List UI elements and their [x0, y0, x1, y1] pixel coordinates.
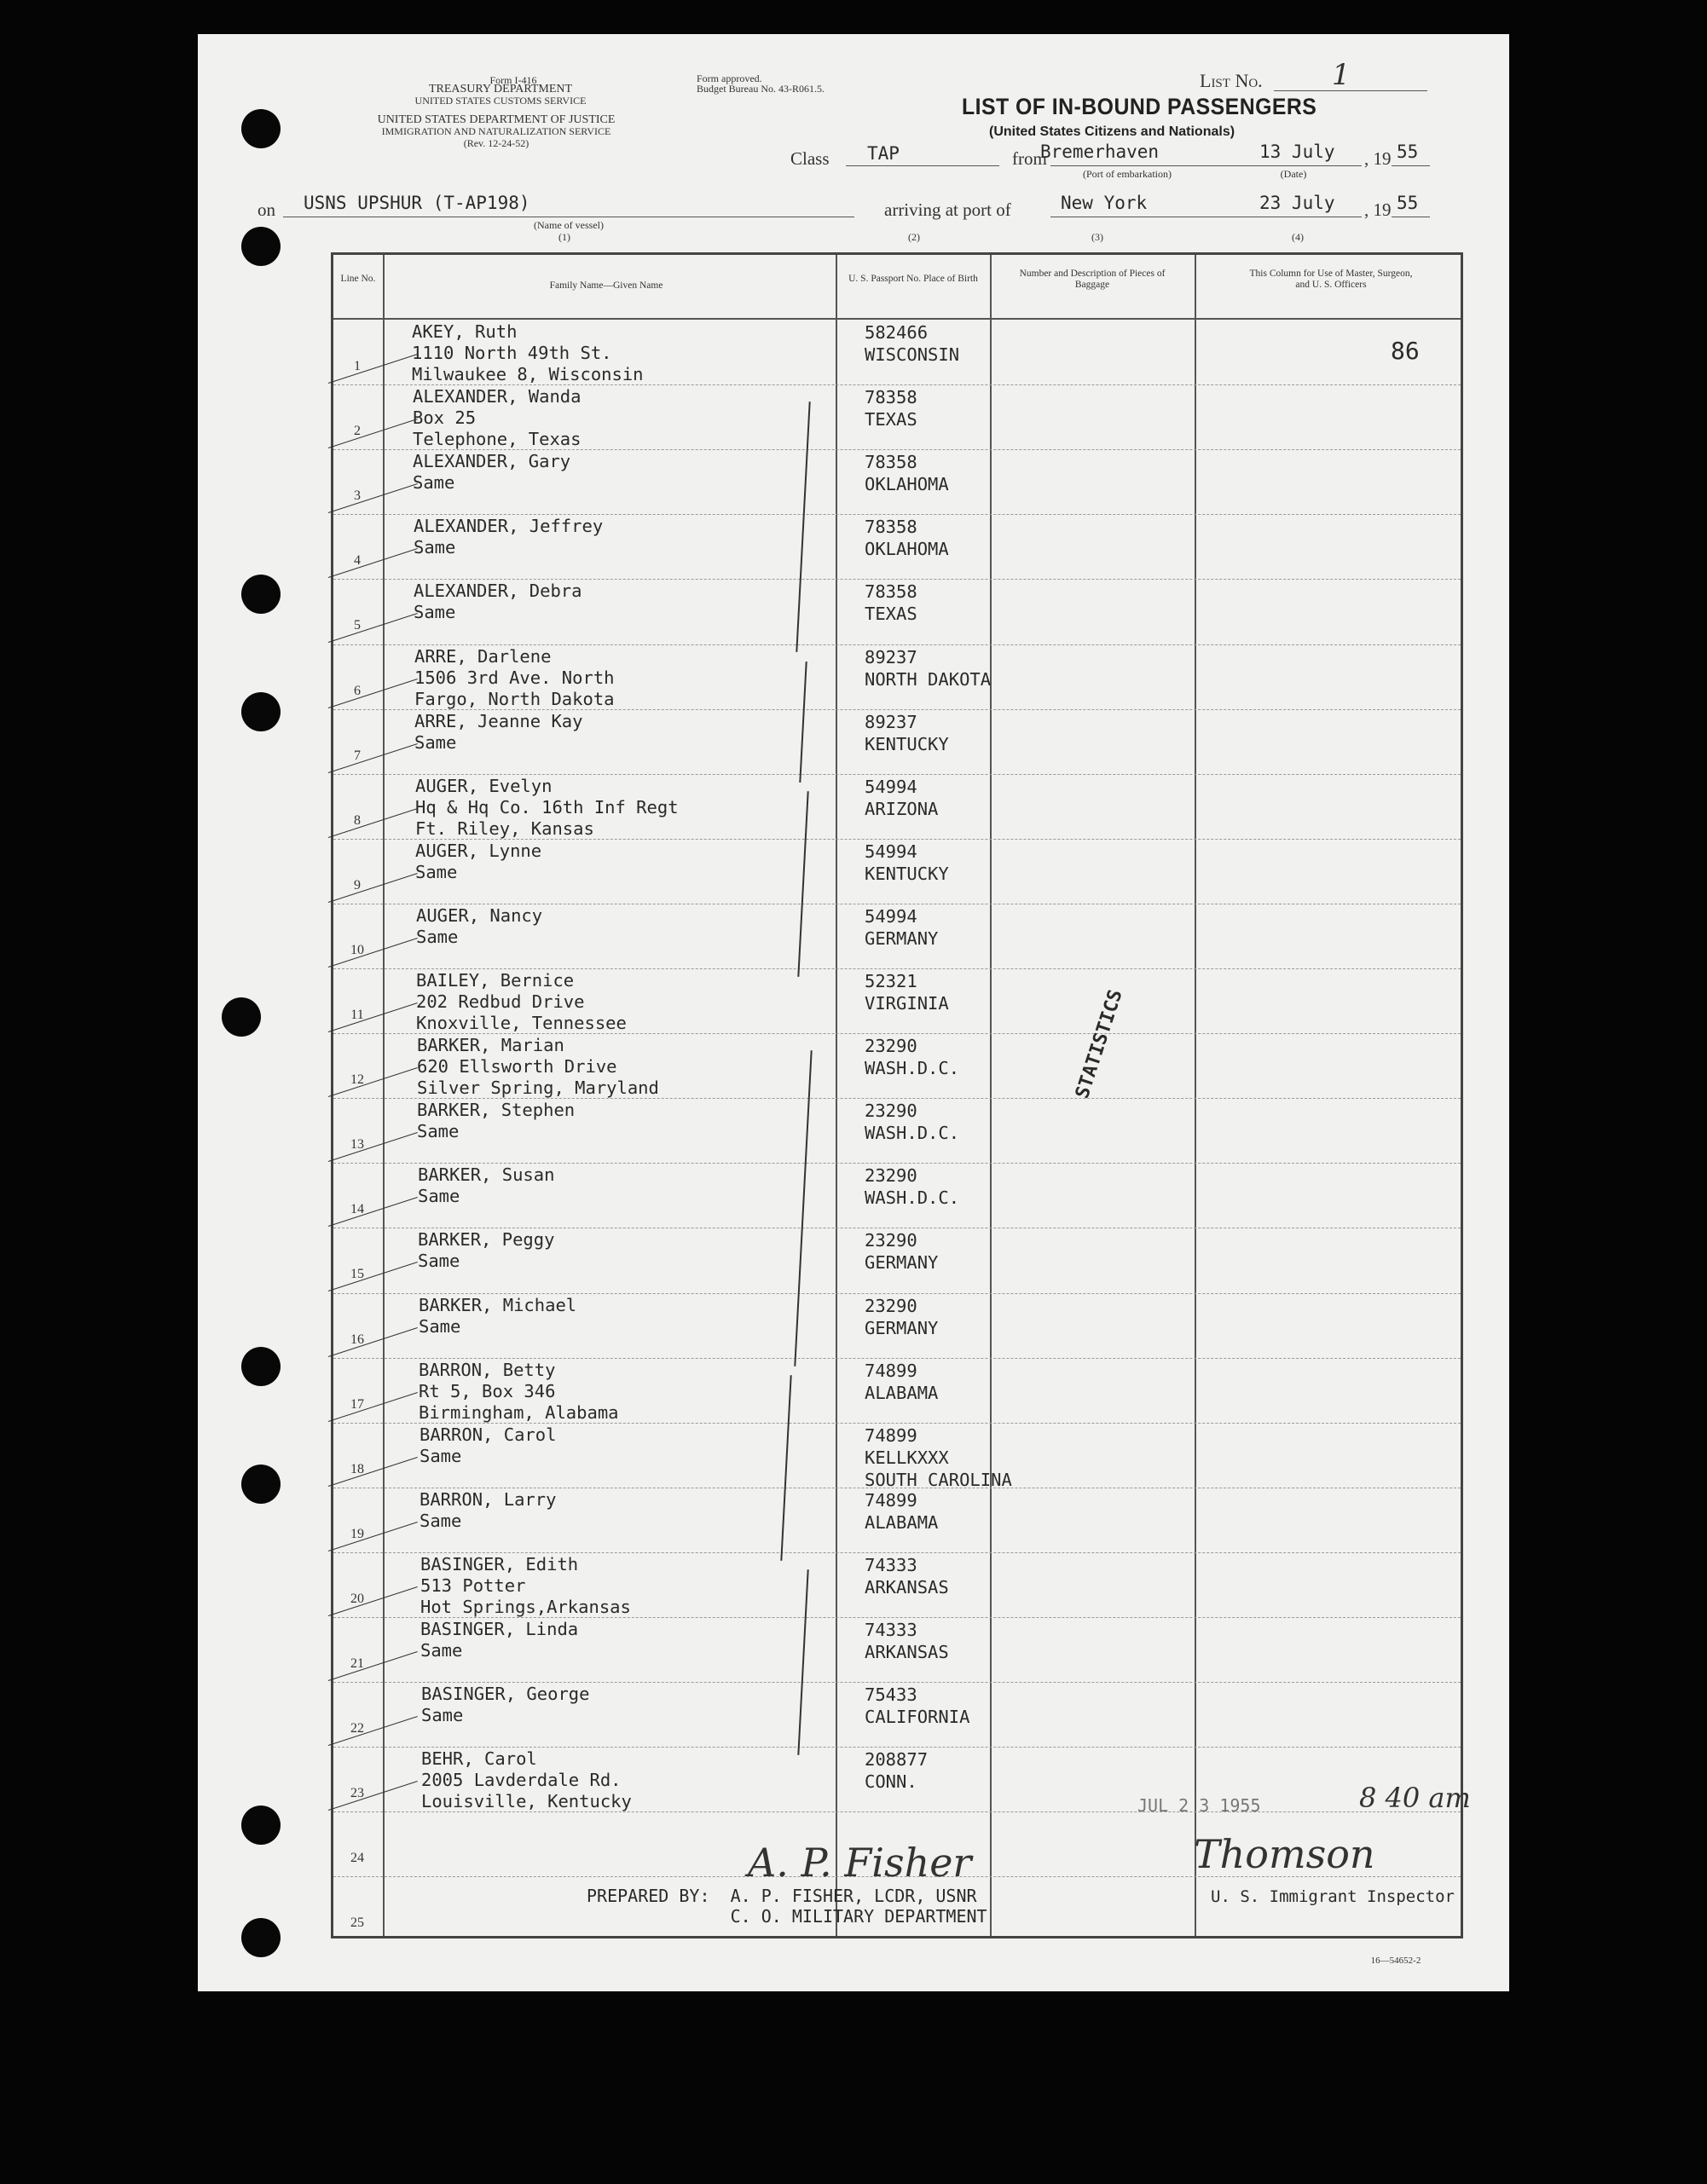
row-divider: [333, 1163, 1461, 1164]
line-number: 17: [350, 1396, 364, 1412]
vessel-caption-num: (1): [558, 231, 570, 243]
line-number: 15: [350, 1267, 364, 1282]
line-number: 6: [354, 683, 361, 698]
passport-birthplace: 75433 CALIFORNIA: [865, 1684, 970, 1728]
statistics-stamp: STATISTICS: [1072, 987, 1127, 1101]
received-time: 8 40 am: [1359, 1782, 1471, 1814]
list-no-value: 1: [1332, 58, 1351, 92]
line-number: 10: [350, 942, 364, 957]
row-divider: [333, 774, 1461, 775]
passport-birthplace: 89237 NORTH DAKOTA: [865, 646, 992, 690]
row-divider: [333, 579, 1461, 580]
passport-birthplace: 74333 ARKANSAS: [865, 1554, 949, 1598]
line-number: 21: [350, 1656, 364, 1671]
passenger-name: BARRON, Betty Rt 5, Box 346 Birmingham, Alabama: [419, 1359, 619, 1423]
budget-bureau: Budget Bureau No. 43-R061.5.: [697, 83, 825, 95]
passenger-name: ALEXANDER, Jeffrey Same: [414, 516, 604, 558]
binder-hole: [241, 1347, 281, 1386]
vessel-name: USNS UPSHUR (T-AP198): [304, 193, 530, 213]
form-title: LIST OF IN-BOUND PASSENGERS: [962, 94, 1317, 119]
passport-birthplace: 89237 KENTUCKY: [865, 711, 949, 754]
line-number: 9: [354, 877, 361, 893]
preparer-signature: A. P. Fisher: [748, 1840, 972, 1886]
line-number: 22: [350, 1721, 364, 1736]
passport-birthplace: 78358 TEXAS: [865, 581, 917, 625]
binder-hole: [241, 109, 281, 148]
embarkation-year: 55: [1397, 142, 1419, 162]
arrival-port: New York: [1061, 193, 1148, 213]
binder-hole: [222, 997, 261, 1037]
date-caption: (Date): [1280, 168, 1307, 180]
family-bracket: [780, 1375, 791, 1561]
family-bracket: [797, 791, 808, 977]
treasury-dept: TREASURY DEPARTMENT: [428, 83, 573, 95]
ins-service: IMMIGRATION AND NATURALIZATION SERVICE: [381, 125, 611, 137]
line-number: 13: [350, 1137, 364, 1153]
passport-birthplace: 54994 KENTUCKY: [865, 841, 949, 884]
line-number: 7: [354, 748, 361, 763]
row-divider: [333, 968, 1461, 969]
line-number: 20: [350, 1591, 364, 1606]
header-rule: [333, 318, 1461, 320]
passenger-name: BAILEY, Bernice 202 Redbud Drive Knoxville, Tennessee: [416, 970, 627, 1033]
arrival-year-prefix: , 19: [1364, 199, 1392, 220]
line-number: 2: [354, 424, 361, 439]
caption-2: (2): [908, 231, 920, 243]
row-divider: [333, 1358, 1461, 1359]
passenger-name: BARKER, Marian 620 Ellsworth Drive Silver Spring, Maryland: [417, 1035, 659, 1099]
arrival-date: 23 July: [1259, 193, 1335, 213]
col-header-passport: U. S. Passport No. Place of Birth: [848, 274, 978, 284]
justice-dept: UNITED STATES DEPARTMENT OF JUSTICE: [377, 113, 616, 126]
row-divider: [333, 1682, 1461, 1683]
list-no-label: List No.: [1200, 70, 1263, 91]
passport-birthplace: 54994 ARIZONA: [865, 776, 939, 819]
passenger-name: BARRON, Carol Same: [420, 1424, 557, 1466]
passport-birthplace: 78358 OKLAHOMA: [865, 452, 949, 495]
passport-birthplace: 78358 OKLAHOMA: [865, 517, 949, 560]
binder-hole: [241, 575, 281, 614]
passenger-table: [331, 252, 1463, 1938]
form-subtitle: (United States Citizens and Nationals): [989, 124, 1235, 139]
caption-3: (3): [1091, 231, 1103, 243]
family-bracket: [796, 402, 810, 652]
passenger-name: AUGER, Lynne Same: [415, 840, 542, 882]
family-bracket: [797, 1569, 808, 1755]
embarkation-port: Bremerhaven: [1040, 142, 1160, 162]
passport-birthplace: 74899 ALABAMA: [865, 1489, 939, 1533]
on-label: on: [257, 199, 275, 220]
passenger-name: BASINGER, Linda Same: [420, 1619, 579, 1661]
arriving-label: arriving at port of: [884, 199, 1011, 220]
passenger-name: BARKER, Peggy Same: [418, 1229, 555, 1272]
prepared-by: PREPARED BY: A. P. FISHER, LCDR, USNR C. O. MILITARY DEPARTMENT: [587, 1886, 987, 1927]
manifest-sheet: [198, 34, 1509, 1991]
class-underline: [846, 165, 999, 166]
col-divider: [990, 255, 992, 1936]
row-divider: [333, 514, 1461, 515]
passport-birthplace: 23290 WASH.D.C.: [865, 1165, 960, 1209]
vessel-caption: (Name of vessel): [534, 219, 604, 231]
passenger-name: AUGER, Nancy Same: [416, 904, 543, 947]
col-divider: [836, 255, 837, 1936]
col-header-officers: This Column for Use of Master, Surgeon, and U. S. Officers: [1249, 269, 1413, 290]
class-label: Class: [790, 148, 830, 169]
row-divider: [333, 1293, 1461, 1294]
embarkation-underline: [1050, 165, 1247, 166]
line-number: 24: [350, 1851, 364, 1866]
form-approved: Form approved.: [697, 72, 762, 84]
binder-hole: [241, 692, 281, 731]
line-number: 19: [350, 1526, 364, 1541]
col-divider: [383, 255, 385, 1936]
passenger-name: AKEY, Ruth 1110 North 49th St. Milwaukee 8, Wisconsin: [412, 321, 644, 384]
line-number: 4: [354, 553, 361, 569]
passenger-name: ALEXANDER, Wanda Box 25 Telephone, Texas: [413, 386, 582, 450]
line-number: 25: [350, 1915, 364, 1931]
passport-birthplace: 582466 WISCONSIN: [865, 322, 960, 365]
date-underline: [1247, 165, 1362, 166]
embarkation-year-prefix: , 19: [1364, 148, 1392, 169]
col-header-baggage: Number and Description of Pieces of Baggage: [1019, 269, 1166, 290]
passport-birthplace: 54994 GERMANY: [865, 905, 939, 949]
arrival-year: 55: [1397, 193, 1419, 213]
binder-hole: [241, 227, 281, 266]
from-label: from: [1012, 148, 1047, 169]
passport-birthplace: 74899 ALABAMA: [865, 1360, 939, 1403]
customs-service: UNITED STATES CUSTOMS SERVICE: [414, 95, 587, 107]
line-number: 11: [350, 1008, 364, 1022]
line-number: 1: [354, 359, 361, 373]
passport-birthplace: 74899 KELLKXXX SOUTH CAROLINA: [865, 1424, 1012, 1490]
passport-birthplace: 23290 GERMANY: [865, 1230, 939, 1274]
passenger-name: ARRE, Darlene 1506 3rd Ave. North Fargo, North Dakota: [414, 645, 615, 709]
port-caption: (Port of embarkation): [1083, 168, 1172, 180]
line-number: 3: [354, 488, 361, 504]
line-number: 18: [350, 1461, 364, 1476]
passport-birthplace: 23290 GERMANY: [865, 1295, 939, 1338]
passenger-name: AUGER, Evelyn Hq & Hq Co. 16th Inf Regt Ft. Riley, Kansas: [415, 775, 679, 839]
line-number: 14: [350, 1202, 364, 1217]
binder-hole: [241, 1918, 281, 1957]
revision: (Rev. 12-24-52): [463, 137, 529, 149]
binder-hole: [241, 1806, 281, 1845]
col-divider: [1195, 255, 1196, 1936]
family-bracket: [799, 662, 807, 783]
passport-birthplace: 78358 TEXAS: [865, 387, 917, 430]
line-number: 12: [350, 1072, 364, 1088]
binder-hole: [241, 1465, 281, 1504]
passenger-name: ALEXANDER, Debra Same: [414, 581, 582, 623]
line-number: 23: [350, 1786, 364, 1801]
passenger-name: BEHR, Carol 2005 Lavderdale Rd. Louisville, Kentucky: [421, 1748, 632, 1812]
passenger-name: ARRE, Jeanne Kay Same: [414, 710, 583, 753]
passenger-name: BARRON, Larry Same: [420, 1488, 557, 1531]
row-divider: [333, 1552, 1461, 1553]
col-header-name: Family Name—Given Name: [549, 280, 663, 291]
passport-birthplace: 23290 WASH.D.C.: [865, 1101, 960, 1144]
class-value: TAP: [867, 143, 900, 164]
line-number: 5: [354, 618, 361, 633]
passenger-name: BARKER, Stephen Same: [417, 1100, 576, 1142]
passenger-name: ALEXANDER, Gary Same: [413, 451, 571, 494]
passenger-name: BASINGER, George Same: [421, 1684, 590, 1726]
passport-birthplace: 23290 WASH.D.C.: [865, 1036, 960, 1079]
form-number: Form I-416: [489, 74, 537, 86]
form-code: 16—54652-2: [1370, 1956, 1421, 1966]
passport-birthplace: 208877 CONN.: [865, 1749, 929, 1793]
passport-birthplace: 52321 VIRGINIA: [865, 971, 949, 1014]
passport-birthplace: 74333 ARKANSAS: [865, 1620, 949, 1662]
row-divider: [333, 1747, 1461, 1748]
passenger-name: BARKER, Susan Same: [418, 1164, 555, 1207]
line-number: 8: [354, 812, 361, 828]
list-no-underline: [1274, 90, 1427, 91]
row-divider: [333, 644, 1461, 645]
line-number: 16: [350, 1332, 364, 1347]
received-date-stamp: JUL 2 3 1955: [1137, 1795, 1261, 1816]
embarkation-date: 13 July: [1259, 142, 1335, 162]
year-underline: [1392, 165, 1430, 166]
passenger-name: BASINGER, Edith 513 Potter Hot Springs,Arkansas: [420, 1553, 631, 1617]
passenger-name: BARKER, Michael Same: [419, 1294, 577, 1337]
col-header-line-no: Line No.: [340, 274, 376, 284]
officer-note: 86: [1391, 337, 1420, 365]
inspector-signature: Thomson: [1194, 1831, 1375, 1877]
inspector-label: U. S. Immigrant Inspector: [1211, 1887, 1455, 1906]
caption-4: (4): [1292, 231, 1304, 243]
